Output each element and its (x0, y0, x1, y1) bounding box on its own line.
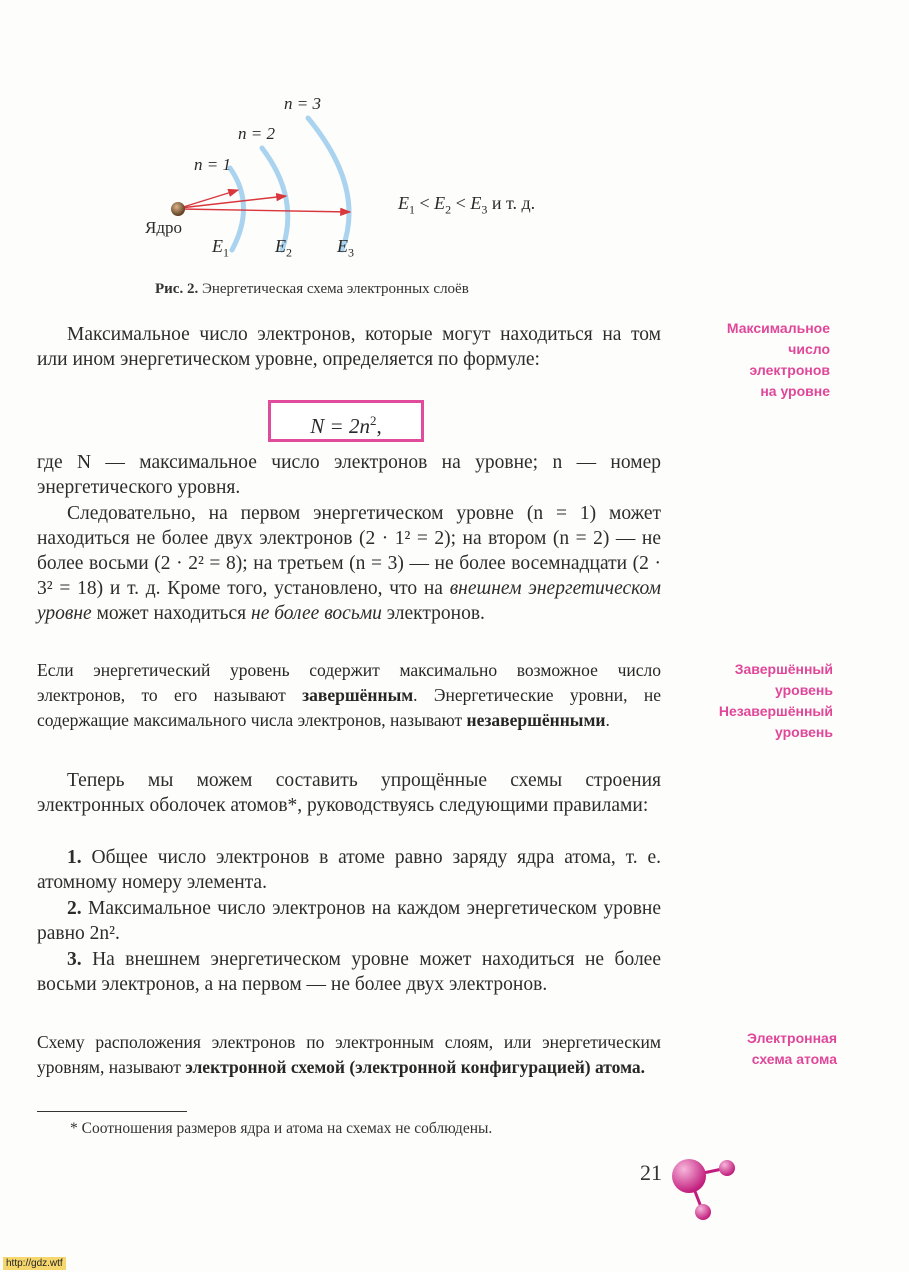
formula-box: $N = 2n^2$, (268, 400, 424, 442)
margin-note-max-electrons: Максимальное число электронов на уровне (726, 320, 830, 399)
paragraph-formula-explanation: где N — максимальное число электронов на уровне; n — номер энергетического уровня. (37, 452, 661, 498)
label-e2: $E_2$ (275, 236, 292, 260)
rule-1: 1. Общее число электронов в атоме равно заряду ядра атома, т. е. атомному номеру элемента. (37, 847, 661, 893)
paragraph-rules-intro: Теперь мы можем составить упрощённые схемы строения электронных оболочек атомов*, руководствуясь следующими правилами: (37, 770, 661, 816)
energy-level-diagram (150, 90, 430, 260)
arrow-to-level-2 (180, 196, 286, 208)
arrow-to-level-3 (180, 209, 350, 212)
rule-3: 3. На внешнем энергетическом уровне может находиться не более восьми электронов, а на первом — не более двух электронов. (37, 949, 661, 995)
source-link[interactable]: http://gdz.wtf (3, 1257, 66, 1270)
label-e1: $E_1$ (212, 236, 229, 260)
footnote: * Соотношения размеров ядра и атома на схемах не соблюдены. (70, 1120, 493, 1137)
energy-arc-2 (262, 148, 288, 250)
paragraph-electron-scheme: Схему расположения электронов по электронным слоям, или энергетическим уровням, называют электронной схемой (электронной конфигурацией) атома. (37, 1032, 661, 1077)
figure-caption: Рис. 2. Энергетическая схема электронных слоёв (155, 281, 469, 297)
margin-note-levels: Завершённый уровень Незавершённый уровень (718, 661, 833, 740)
label-n2: n = 2 (238, 124, 275, 143)
energy-inequality: $E_1 < E_2 < E_3$ и т. д. (398, 193, 536, 217)
label-nucleus: Ядро (145, 218, 182, 237)
label-n3: n = 3 (284, 94, 321, 113)
paragraph-level-capacity: Следовательно, на первом энергетическом уровне (n = 1) может находиться не более двух электронов (2 · 1² = 2); на втором (n = 2) — не более восьми (2 · 2² = 8); на третьем (n = 3) — не более восемнадцати (2 · 3² = 18) и т. д. Кроме того, установлено, что на внешнем энергетическом уровне может находиться не более восьми электронов. (37, 503, 661, 624)
page-number: 21 (640, 1160, 662, 1185)
nucleus (171, 202, 185, 216)
paragraph-complete-levels: Если энергетический уровень содержит максимально возможное число электронов, то его называют завершённым. Энергетические уровни, не содержащие максимального числа электронов, называют незавершёнными. (37, 660, 661, 730)
rule-2: 2. Максимальное число электронов на каждом энергетическом уровне равно 2n². (37, 898, 661, 944)
label-n1: n = 1 (194, 155, 231, 174)
energy-arc-1 (230, 168, 244, 250)
margin-note-electron-scheme: Электронная схема атома (747, 1030, 837, 1067)
paragraph-max-electrons: Максимальное число электронов, которые могут находиться на том или ином энергетическом уровне, определяется по формуле: (37, 324, 661, 370)
molecule-decoration-icon (665, 1150, 745, 1230)
footnote-divider (37, 1111, 187, 1112)
energy-arc-3 (308, 118, 349, 250)
label-e3: $E_3$ (337, 236, 354, 260)
